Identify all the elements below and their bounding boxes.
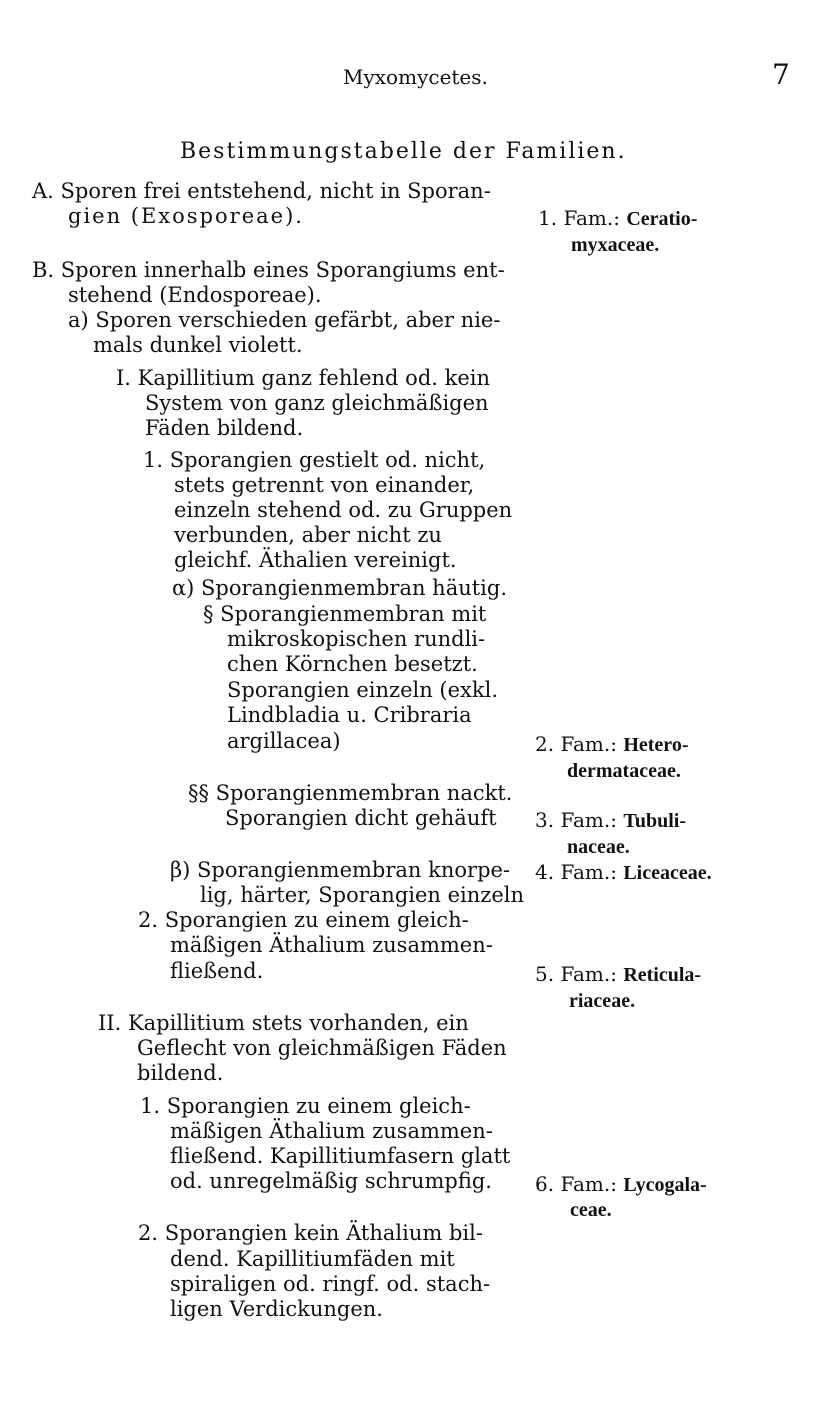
- key-line: Sporangien einzeln (exkl.: [227, 678, 499, 702]
- family-name: Reticula-: [623, 964, 702, 986]
- key-line: A. Sporen frei entstehend, nicht in Sporan-: [32, 179, 491, 203]
- family-name: Lycogala-: [623, 1174, 707, 1196]
- key-line: mals dunkel violett.: [93, 333, 303, 357]
- key-line: fließend. Kapillitiumfasern glatt: [170, 1144, 511, 1168]
- family-number: 2.: [535, 732, 555, 756]
- key-line: spiraligen od. ringf. od. stach-: [170, 1272, 491, 1296]
- key-line: argillacea): [227, 729, 341, 753]
- key-line: verbunden, aber nicht zu: [174, 523, 442, 547]
- running-title: Myxomycetes.: [343, 65, 488, 89]
- page-number: 7: [772, 58, 790, 91]
- key-line: §§ Sporangienmembran nackt.: [188, 781, 513, 805]
- key-line: System von ganz gleichmäßigen: [145, 391, 489, 415]
- key-line: mikroskopischen rundli-: [227, 627, 486, 651]
- key-line: 1. Sporangien zu einem gleich-: [140, 1094, 471, 1118]
- family-number: 1.: [538, 206, 558, 230]
- key-line: 2. Sporangien zu einem gleich-: [138, 908, 469, 932]
- family-name: Ceratio-: [626, 208, 698, 230]
- key-line: bildend.: [137, 1061, 224, 1085]
- family-name: Hetero-: [623, 734, 689, 756]
- key-line: od. unregelmäßig schrumpfig.: [170, 1169, 492, 1193]
- key-line: I. Kapillitium ganz fehlend od. kein: [116, 366, 491, 390]
- family-name: Liceaceae.: [623, 862, 712, 884]
- key-line: 1. Sporangien gestielt od. nicht,: [143, 448, 486, 472]
- key-line: Fäden bildend.: [145, 416, 304, 440]
- key-line: gleichf. Äthalien vereinigt.: [174, 548, 457, 572]
- key-line: β) Sporangienmembran knorpe-: [170, 858, 511, 882]
- family-label: Fam.:: [560, 1172, 617, 1196]
- family-name-cont: ceae.: [570, 1199, 612, 1221]
- key-line: mäßigen Äthalium zusammen-: [170, 1119, 493, 1143]
- family-label: Fam.:: [560, 732, 617, 756]
- family-name-cont: riaceae.: [569, 990, 636, 1012]
- family-label: Fam.:: [563, 206, 620, 230]
- key-line: § Sporangienmembran mit: [203, 602, 487, 626]
- family-number: 3.: [535, 808, 555, 832]
- family-entry: [535, 1171, 707, 1198]
- family-entry: [535, 859, 712, 886]
- key-line: II. Kapillitium stets vorhanden, ein: [98, 1011, 469, 1035]
- family-label: Fam.:: [560, 808, 617, 832]
- key-line: Geflecht von gleichmäßigen Fäden: [137, 1036, 507, 1060]
- key-line: fließend.: [170, 959, 264, 983]
- family-name-cont: myxaceae.: [571, 234, 660, 256]
- family-number: 5.: [535, 962, 555, 986]
- table-title: Bestimmungstabelle der Familien.: [180, 139, 627, 164]
- key-line: Lindbladia u. Cribraria: [227, 703, 472, 727]
- key-line: B. Sporen innerhalb eines Sporangiums ent-: [32, 258, 505, 282]
- family-entry: [535, 731, 688, 758]
- key-line: stets getrennt von einander,: [174, 473, 475, 497]
- family-name-cont: naceae.: [567, 836, 630, 858]
- family-label: Fam.:: [560, 962, 617, 986]
- key-line: 2. Sporangien kein Äthalium bil-: [138, 1221, 483, 1245]
- key-line: stehend (Endosporeae).: [68, 283, 322, 307]
- family-number: 4.: [535, 860, 555, 884]
- key-line: ligen Verdickungen.: [170, 1297, 383, 1321]
- key-line: a) Sporen verschieden gefärbt, aber nie-: [68, 308, 501, 332]
- key-line: α) Sporangienmembran häutig.: [172, 576, 508, 600]
- key-line: mäßigen Äthalium zusammen-: [170, 933, 493, 957]
- family-number: 6.: [535, 1172, 555, 1196]
- family-name-cont: dermataceae.: [567, 760, 681, 782]
- family-name: Tubuli-: [623, 810, 686, 832]
- key-line: gien (Exosporeae).: [68, 204, 304, 228]
- family-entry: [538, 205, 697, 232]
- key-line: Sporangien dicht gehäuft: [225, 806, 497, 830]
- key-line: dend. Kapillitiumfäden mit: [170, 1247, 455, 1271]
- key-line: einzeln stehend od. zu Gruppen: [174, 498, 513, 522]
- key-line: lig, härter, Sporangien einzeln: [200, 883, 525, 907]
- family-entry: [535, 961, 701, 988]
- key-line: chen Körnchen besetzt.: [227, 652, 478, 676]
- family-label: Fam.:: [560, 860, 617, 884]
- family-entry: [535, 807, 686, 834]
